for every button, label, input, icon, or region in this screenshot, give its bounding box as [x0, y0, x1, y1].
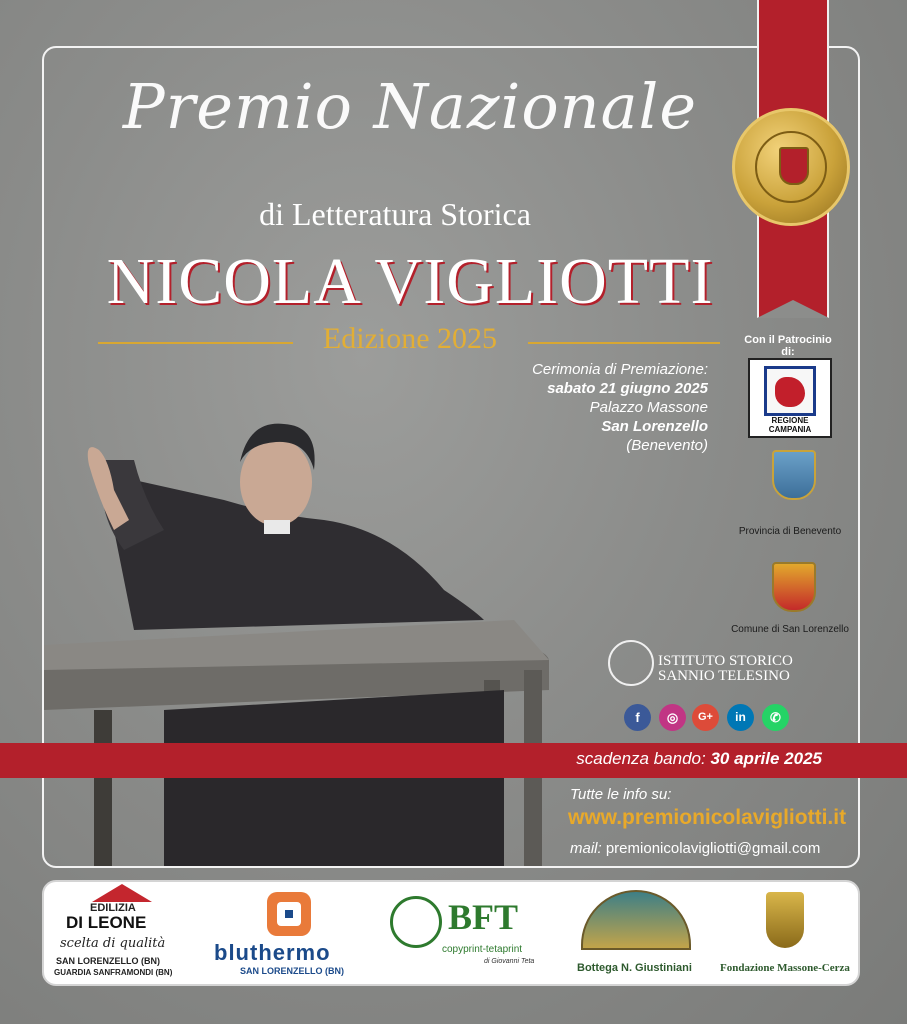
bft-mark: BFT: [448, 897, 519, 937]
ceremony-province: (Benevento): [626, 437, 708, 454]
email-line: [570, 840, 820, 857]
sponsor-fondazione-massone-cerza: [714, 882, 854, 984]
istituto-line1: ISTITUTO STORICO: [658, 653, 793, 669]
edilizia-line1: EDILIZIA: [90, 902, 136, 914]
roof-icon: [92, 884, 152, 902]
edition-label: Edizione 2025: [322, 322, 498, 355]
email-link[interactable]: premionicolavigliotti@gmail.com: [605, 840, 821, 857]
bluthermo-name: bluthermo: [214, 940, 331, 965]
edilizia-line2: DI LEONE: [66, 913, 147, 932]
sponsors-bar: [42, 880, 860, 986]
award-name: NICOLA VIGLIOTTI: [106, 245, 714, 318]
sponsor-bottega-giustiniani: [569, 882, 709, 984]
ceremony-venue: Palazzo Massone: [589, 399, 708, 416]
ceremony-info: [500, 360, 708, 455]
sponsor-bluthermo: [212, 882, 372, 984]
deadline-label: scadenza bando:: [576, 749, 706, 768]
regione-campania-logo: [748, 358, 832, 438]
ceremony-heading: Cerimonia di Premiazione:: [532, 361, 708, 378]
fondazione-crest-icon: [766, 892, 804, 948]
bft-monogram-icon: [390, 896, 442, 948]
bottega-name: Bottega N. Giustiniani: [577, 962, 692, 974]
provincia-caption: Provincia di Benevento: [738, 526, 842, 537]
deadline-text: [560, 749, 822, 769]
campania-emblem-icon: [764, 366, 816, 416]
medal-inner-ring: [755, 131, 827, 203]
istituto-logo: [608, 640, 808, 690]
google-plus-icon[interactable]: G+: [692, 704, 719, 731]
provincia-shield-icon: [772, 450, 816, 500]
regione-caption: REGIONE CAMPANIA: [768, 416, 812, 434]
ribbon-tip: [757, 300, 829, 318]
bluthermo-town: SAN LORENZELLO (BN): [240, 966, 344, 976]
edilizia-town1: SAN LORENZELLO (BN): [56, 956, 160, 966]
award-title: Premio Nazionale: [122, 70, 698, 143]
sponsor-bft: [384, 882, 544, 984]
medal-shield-icon: [779, 147, 809, 185]
comune-crest-icon: [772, 562, 816, 612]
info-label: Tutte le info su:: [570, 786, 672, 803]
bluthermo-logo-icon: [267, 892, 311, 936]
bft-tag: copyprint-tetaprint: [442, 944, 523, 955]
whatsapp-icon[interactable]: ✆: [762, 704, 789, 731]
ceremony-town: San Lorenzello: [601, 418, 708, 435]
edition-rule-right: [528, 342, 720, 344]
award-subtitle: di Letteratura Storica: [259, 196, 531, 232]
mail-label: mail:: [570, 840, 602, 857]
comune-caption: Comune di San Lorenzello: [731, 624, 849, 635]
edition-rule-left: [98, 342, 293, 344]
fondazione-name: Fondazione Massone-Cerza: [720, 962, 850, 974]
website-link[interactable]: www.premionicolavigliotti.it: [568, 806, 847, 829]
facebook-icon[interactable]: f: [624, 704, 651, 731]
sponsor-edilizia-di-leone: [52, 882, 202, 984]
linkedin-icon[interactable]: in: [727, 704, 754, 731]
istituto-seal-icon: [608, 640, 654, 686]
istituto-line2: SANNIO TELESINO: [658, 668, 790, 684]
deadline-date: 30 aprile 2025: [710, 749, 822, 768]
ceramic-arch-icon: [581, 890, 691, 950]
patronage-label: Con il Patrocinio di:: [744, 334, 832, 358]
edilizia-town2: GUARDIA SANFRAMONDI (BN): [54, 968, 173, 977]
gold-medal-seal: [732, 108, 850, 226]
bft-signature: di Giovanni Teta: [484, 958, 535, 965]
edilizia-tagline: scelta di qualità: [60, 936, 166, 951]
ceremony-date: sabato 21 giugno 2025: [547, 380, 708, 397]
instagram-icon[interactable]: ◎: [659, 704, 686, 731]
